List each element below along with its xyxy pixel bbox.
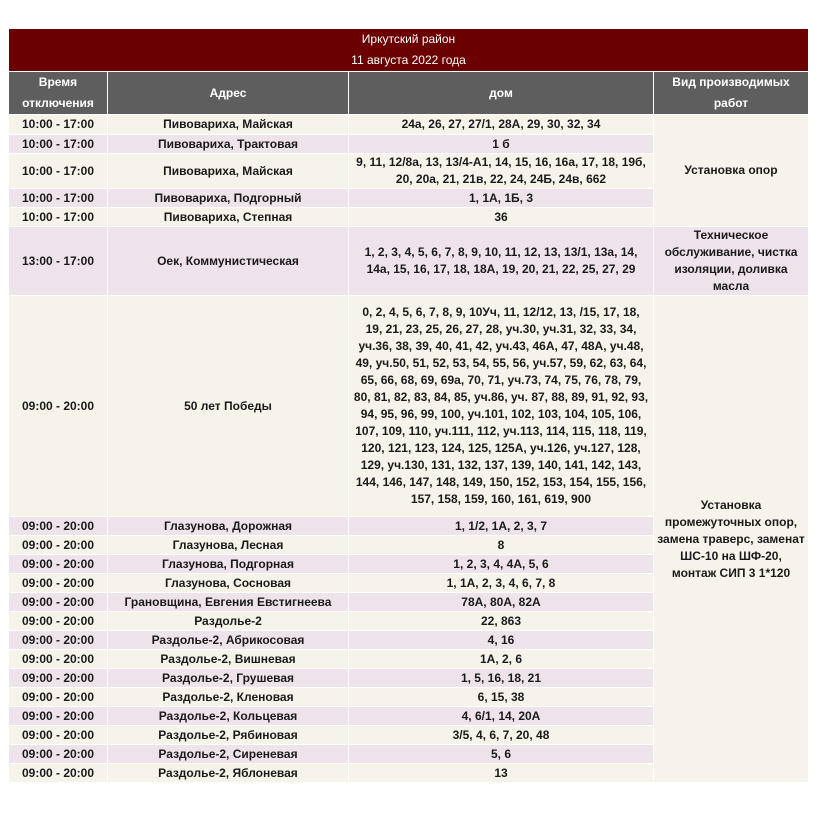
cell-houses: 0, 2, 4, 5, 6, 7, 8, 9, 10Уч, 11, 12/12, 13, /15, 17, 18, 19, 21, 23, 25, 26, 27, 28, уч.30, уч.31, 32, 33, 34, уч.36, 38, 39, 40, 41, 42, уч.43, 46А, 47, 48А, уч.48, 49, уч.50, 51, 52, 53, 54, 55, 56, уч.57, 59, 62, 63, 64, 65, 66, 68, 69, 69а, 70, 71, уч.73, 74, 75, 76, 78, 79, 80, 81, 82, 83, 84, 85, уч.86, уч. 87, 88, 89, 91, 92, 93, 94, 95, 96, 99, 100, уч.101, 102, 103, 104, 105, 106, 107, 109, 110, уч.111, 112, уч.113, 114, 115, 118, 119, 120, 121, 123, 124, 125, 125А, уч.126, уч.127, 128, 129, уч.130, 131, 132, 137, 139, 140, 141, 142, 143, 144, 146, 147, 148, 149, 150, 152, 153, 154, 155, 156, 157, 158, 159, 160, 161, 619, 900 <box>349 296 654 517</box>
cell-houses: 36 <box>349 208 654 227</box>
cell-address: Глазунова, Сосновая <box>108 574 349 593</box>
cell-address: Глазунова, Подгорная <box>108 555 349 574</box>
cell-address: Глазунова, Лесная <box>108 536 349 555</box>
cell-address: Раздолье-2, Рябиновая <box>108 726 349 745</box>
table-title <box>9 29 809 72</box>
cell-time: 09:00 - 20:00 <box>9 745 108 764</box>
cell-time: 10:00 - 17:00 <box>9 154 108 189</box>
cell-time: 09:00 - 20:00 <box>9 536 108 555</box>
cell-houses: 4, 16 <box>349 631 654 650</box>
cell-time: 09:00 - 20:00 <box>9 631 108 650</box>
cell-address: Раздолье-2, Грушевая <box>108 669 349 688</box>
cell-houses: 78А, 80А, 82А <box>349 593 654 612</box>
cell-time: 09:00 - 20:00 <box>9 574 108 593</box>
cell-houses: 1, 1А, 2, 3, 4, 6, 7, 8 <box>349 574 654 593</box>
column-header-house: дом <box>349 72 654 115</box>
cell-time: 13:00 - 17:00 <box>9 227 108 296</box>
cell-houses: 4, 6/1, 14, 20А <box>349 707 654 726</box>
cell-time: 10:00 - 17:00 <box>9 189 108 208</box>
cell-houses: 1, 1/2, 1А, 2, 3, 7 <box>349 517 654 536</box>
date-title: 11 августа 2022 года <box>351 53 466 67</box>
cell-houses: 1, 5, 16, 18, 21 <box>349 669 654 688</box>
cell-address: Глазунова, Дорожная <box>108 517 349 536</box>
cell-address: Пивовариха, Майская <box>108 154 349 189</box>
cell-address: Пивовариха, Подгорный <box>108 189 349 208</box>
cell-time: 09:00 - 20:00 <box>9 764 108 783</box>
cell-houses: 1, 2, 3, 4, 5, 6, 7, 8, 9, 10, 11, 12, 13, 13/1, 13а, 14, 14а, 15, 16, 17, 18, 18А, 19, 20, 21, 22, 25, 27, 29 <box>349 227 654 296</box>
table-row <box>9 296 809 517</box>
cell-time: 09:00 - 20:00 <box>9 296 108 517</box>
cell-time: 09:00 - 20:00 <box>9 650 108 669</box>
cell-houses: 5, 6 <box>349 745 654 764</box>
cell-work-type: Установка промежуточных опор, замена траверс, заменат ШС-10 на ШФ-20, монтаж СИП 3 1*120 <box>654 296 809 783</box>
cell-address: Пивовариха, Трактовая <box>108 135 349 154</box>
table-title-row <box>9 29 809 72</box>
cell-time: 09:00 - 20:00 <box>9 593 108 612</box>
cell-time: 09:00 - 20:00 <box>9 517 108 536</box>
column-header-work: Вид производимых работ <box>654 72 809 115</box>
cell-work-type: Техническое обслуживание, чистка изоляции, доливка масла <box>654 227 809 296</box>
cell-address: Пивовариха, Степная <box>108 208 349 227</box>
table-row <box>9 115 809 135</box>
cell-address: Раздолье-2, Сиреневая <box>108 745 349 764</box>
cell-time: 10:00 - 17:00 <box>9 115 108 135</box>
cell-time: 09:00 - 20:00 <box>9 688 108 707</box>
cell-houses: 13 <box>349 764 654 783</box>
cell-time: 10:00 - 17:00 <box>9 208 108 227</box>
cell-houses: 9, 11, 12/8а, 13, 13/4-А1, 14, 15, 16, 16а, 17, 18, 19б, 20, 20а, 21, 21в, 22, 24, 24Б, 24в, 662 <box>349 154 654 189</box>
cell-address: Раздолье-2, Кленовая <box>108 688 349 707</box>
cell-houses: 1, 1А, 1Б, 3 <box>349 189 654 208</box>
schedule-container <box>8 28 808 783</box>
cell-houses: 22, 863 <box>349 612 654 631</box>
cell-address: Оек, Коммунистическая <box>108 227 349 296</box>
cell-houses: 6, 15, 38 <box>349 688 654 707</box>
cell-time: 09:00 - 20:00 <box>9 726 108 745</box>
cell-address: Грановщина, Евгения Евстигнеева <box>108 593 349 612</box>
cell-houses: 3/5, 4, 6, 7, 20, 48 <box>349 726 654 745</box>
cell-address: Раздолье-2, Абрикосовая <box>108 631 349 650</box>
table-row <box>9 227 809 296</box>
cell-houses: 24а, 26, 27, 27/1, 28А, 29, 30, 32, 34 <box>349 115 654 135</box>
cell-address: Раздолье-2, Яблоневая <box>108 764 349 783</box>
cell-work-type: Установка опор <box>654 115 809 227</box>
cell-houses: 1, 2, 3, 4, 4А, 5, 6 <box>349 555 654 574</box>
cell-address: Раздолье-2, Кольцевая <box>108 707 349 726</box>
cell-address: 50 лет Победы <box>108 296 349 517</box>
cell-houses: 1 б <box>349 135 654 154</box>
cell-address: Раздолье-2 <box>108 612 349 631</box>
cell-time: 09:00 - 20:00 <box>9 707 108 726</box>
cell-houses: 1А, 2, 6 <box>349 650 654 669</box>
cell-houses: 8 <box>349 536 654 555</box>
column-header-row <box>9 72 809 115</box>
cell-time: 09:00 - 20:00 <box>9 612 108 631</box>
cell-time: 10:00 - 17:00 <box>9 135 108 154</box>
district-title: Иркутский район <box>361 32 456 46</box>
outage-schedule-table <box>8 28 809 783</box>
cell-address: Пивовариха, Майская <box>108 115 349 135</box>
column-header-time: Время отключения <box>9 72 108 115</box>
cell-address: Раздолье-2, Вишневая <box>108 650 349 669</box>
cell-time: 09:00 - 20:00 <box>9 555 108 574</box>
column-header-address: Адрес <box>108 72 349 115</box>
cell-time: 09:00 - 20:00 <box>9 669 108 688</box>
